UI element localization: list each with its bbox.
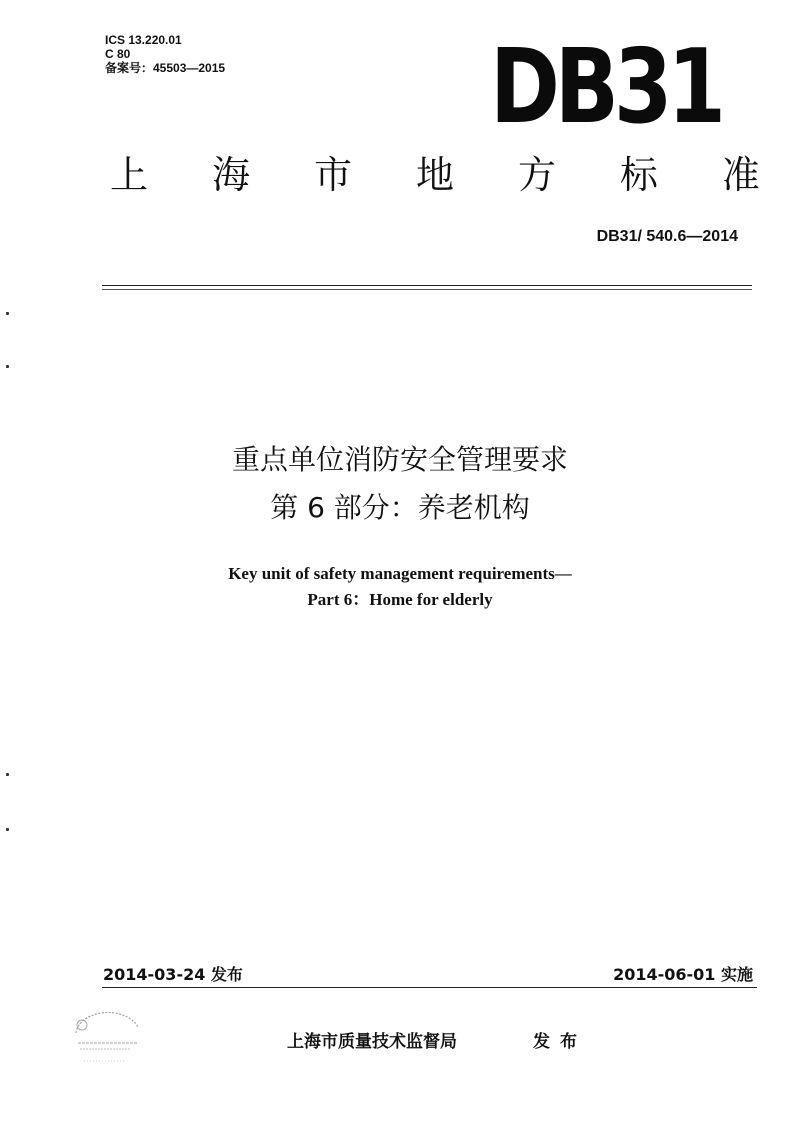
ccs-code: C 80 <box>105 47 131 61</box>
standard-type-char: 地 <box>415 153 454 197</box>
top-divider-secondary <box>102 289 752 290</box>
scan-mark <box>6 365 9 368</box>
chinese-title-line-2: 第 6 部分：养老机构 <box>270 491 530 524</box>
standard-type-char: 准 <box>721 153 760 197</box>
standard-type-char: 方 <box>517 153 556 197</box>
chinese-title-line-1: 重点单位消防安全管理要求 <box>231 443 568 476</box>
english-title-line-1: Key unit of safety management requirements— <box>228 564 572 583</box>
record-number: 备案号：45503—2015 <box>105 61 226 75</box>
scan-mark <box>6 773 9 776</box>
watermark-stamp-icon <box>68 1003 146 1067</box>
standard-type-char: 上 <box>110 153 149 197</box>
english-title-line-2: Part 6：Home for elderly <box>307 590 493 609</box>
scan-mark <box>6 312 9 315</box>
issue-action-label: 发布 <box>533 1032 587 1052</box>
scan-mark <box>6 828 9 831</box>
top-divider <box>102 285 752 286</box>
bottom-divider <box>102 987 757 988</box>
standard-type-char: 海 <box>211 153 250 197</box>
implementation-date: 2014-06-01 实施 <box>613 965 753 984</box>
standard-code: DB31/ 540.6—2014 <box>596 228 738 245</box>
header-metadata <box>105 33 225 75</box>
issuing-authority: 上海市质量技术监督局 <box>287 1032 457 1052</box>
db31-logo: DB31 <box>490 27 721 148</box>
issue-date: 2014-03-24 发布 <box>103 965 243 984</box>
standard-type-char: 标 <box>619 153 658 197</box>
ics-code: ICS 13.220.01 <box>105 33 182 47</box>
standard-type-char: 市 <box>313 153 352 197</box>
standard-type-heading <box>110 150 760 200</box>
